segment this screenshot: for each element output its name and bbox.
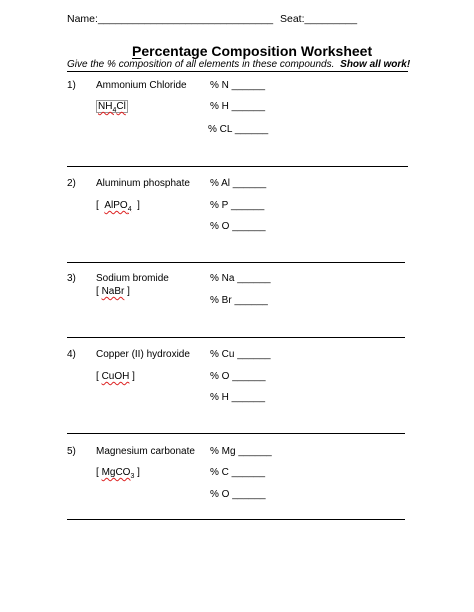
answer-blank[interactable]: % Cu ______ [210,349,271,360]
answer-blank[interactable]: % Al ______ [210,178,267,189]
answer-blank[interactable]: % Na ______ [210,273,271,284]
answer-blank[interactable]: % H ______ [210,392,266,403]
answer-blank[interactable]: % O ______ [210,489,266,500]
compound-formula [96,371,135,382]
bracket-close: ] [127,286,130,297]
compound-formula [96,467,140,478]
formula-subscript: 3 [130,473,135,480]
title-divider [67,71,408,72]
bracket-open: [ [96,467,99,478]
instructions-emphasis: Show all work! [340,59,411,70]
section-divider [67,433,405,434]
compound-name: Copper (II) hydroxide [96,349,190,360]
bracket-open: [ [96,286,99,297]
problem-number: 4) [67,349,76,360]
formula-tail: Cl [116,101,126,112]
section-divider [67,262,405,263]
name-label: Name: [67,13,98,25]
bracket-close: ] [132,371,135,382]
formula-subscript: 4 [112,107,117,114]
compound-name: Ammonium Chloride [96,80,187,91]
problem-number: 1) [67,80,76,91]
section-divider [67,519,405,520]
answer-blank[interactable]: % C ______ [210,467,266,478]
formula-subscript: 4 [127,206,132,213]
formula-base: AlPO [104,200,128,211]
formula-base: NaBr [101,286,125,297]
seat-label: Seat: [280,13,305,25]
answer-blank[interactable]: % O ______ [210,371,266,382]
instructions [67,59,410,70]
bracket-close: ] [137,200,140,211]
formula-base: CuOH [101,371,130,382]
title-first-letter: P [132,43,142,59]
name-field-label [67,13,273,25]
section-divider [67,166,408,167]
seat-blank[interactable]: _________ [304,13,358,25]
bracket-open: [ [96,371,99,382]
compound-formula [96,200,140,211]
problem-number: 2) [67,178,76,189]
problem-number: 3) [67,273,76,284]
answer-blank[interactable]: % Br ______ [210,295,268,306]
answer-blank[interactable]: % O ______ [210,221,266,232]
answer-blank[interactable]: % H ______ [210,101,266,112]
compound-formula [96,286,130,297]
section-divider [67,337,405,338]
formula-base: NH [98,101,113,112]
answer-blank[interactable]: % P ______ [210,200,265,211]
name-blank[interactable]: ______________________________ [97,13,274,25]
problem-number: 5) [67,446,76,457]
compound-name: Sodium bromide [96,273,169,284]
title-rest: ercentage Composition Worksheet [141,43,373,59]
seat-field-label [280,13,357,25]
answer-blank[interactable]: % N ______ [210,80,266,91]
formula-base: MgCO [101,467,131,478]
compound-name: Magnesium carbonate [96,446,195,457]
compound-formula [96,101,128,112]
bracket-open: [ [96,200,99,211]
bracket-close: ] [137,467,140,478]
compound-name: Aluminum phosphate [96,178,190,189]
page-title [132,43,372,59]
answer-blank[interactable]: % CL ______ [208,124,269,135]
answer-blank[interactable]: % Mg ______ [210,446,272,457]
instructions-text: Give the % composition of all elements in these compounds. [67,59,335,70]
